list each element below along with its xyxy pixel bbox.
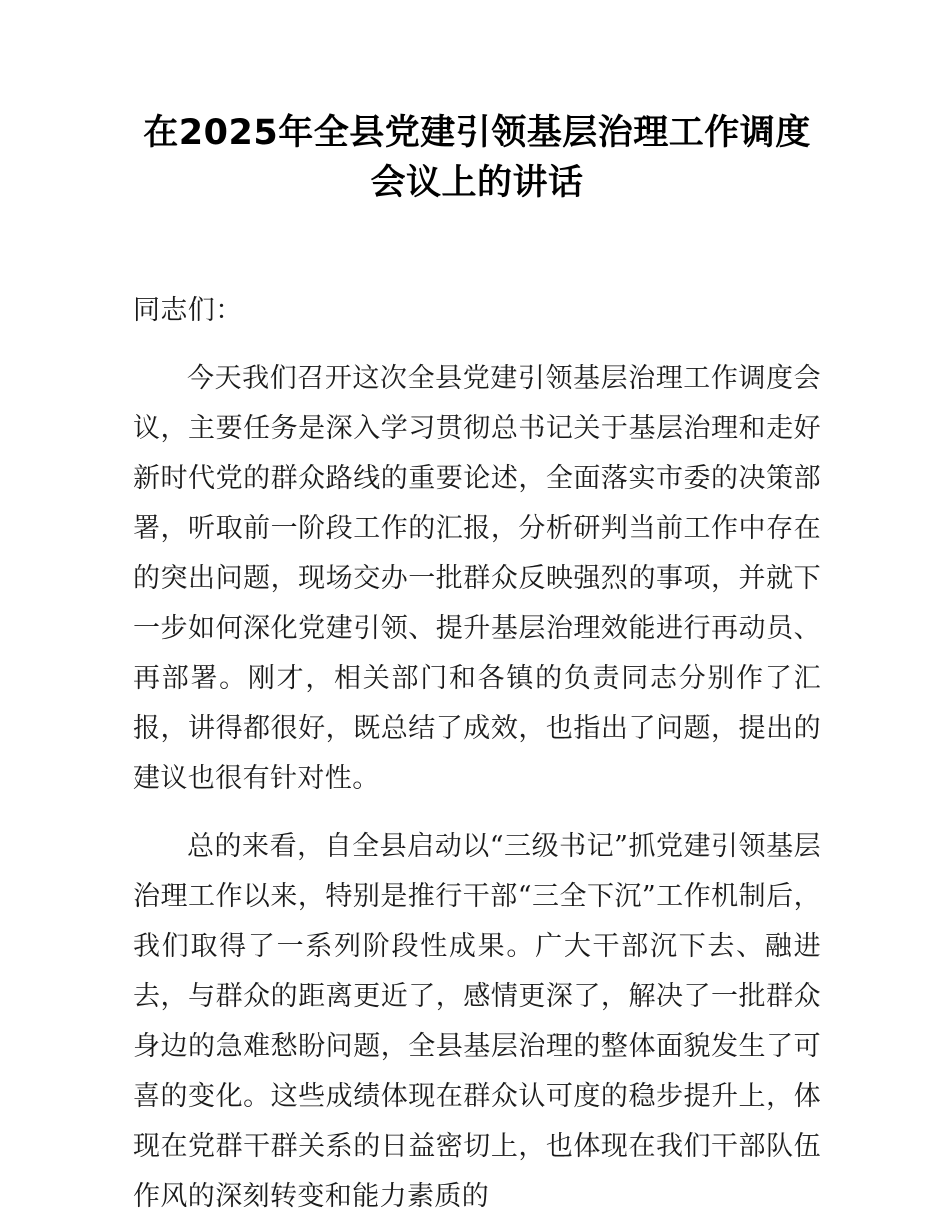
document-body [133,0,821,1222]
paragraph-gap [133,336,821,354]
paragraph-gap [133,804,821,822]
page-title: 在2025年全县党建引领基层治理工作调度会议上的讲话 [143,113,811,203]
body-paragraph: 今天我们召开这次全县党建引领基层治理工作调度会议，主要任务是深入学习贯彻总书记关于基层治理和走好新时代党的群众路线的重要论述，全面落实市委的决策部署，听取前一阶段工作的汇报，分析研判当前工作中存在的突出问题，现场交办一批群众反映强烈的事项，并就下一步如何深化党建引领、提升基层治理效能进行再动员、再部署。刚才，相关部门和各镇的负责同志分别作了汇报，讲得都很好，既总结了成效，也指出了问题，提出的建议也很有针对性。 [133,363,821,794]
title-spacer [133,208,821,286]
body-paragraph: 总的来看，自全县启动以“三级书记”抓党建引领基层治理工作以来，特别是推行干部“三全下沉”工作机制后，我们取得了一系列阶段性成果。广大干部沉下去、融进去，与群众的距离更近了，感情更深了，解决了一批群众身边的急难愁盼问题，全县基层治理的整体面貌发生了可喜的变化。这些成绩体现在群众认可度的稳步提升上，体现在党群干群关系的日益密切上，也体现在我们干部队伍作风的深刻转变和能力素质的 [133,831,821,1212]
salutation: 同志们： [133,295,243,326]
